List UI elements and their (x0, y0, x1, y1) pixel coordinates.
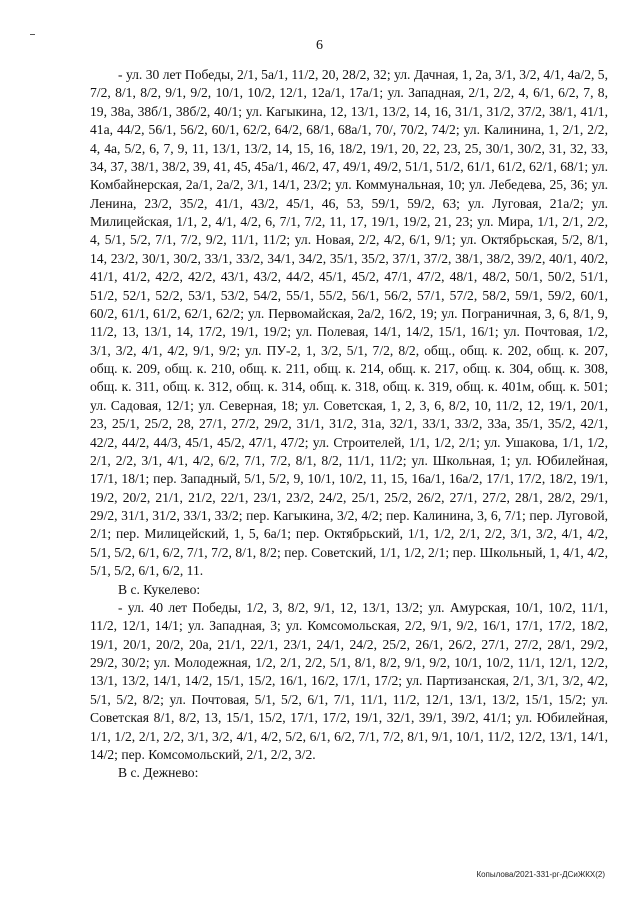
paragraph-address-list-kukelevo: - ул. 40 лет Победы, 1/2, 3, 8/2, 9/1, 12, 13/1, 13/2; ул. Амурская, 10/1, 10/2, 11/1, 11/2, 12/1, 14/1; ул. Западная, 3; ул. Комсомольская, 2/2, 9/1, 9/2, 16/1, 17/1, 17/2, 18/2, 19/1, 20/1, 20/2, 20а, 21/1, 22/1, 23/1, 24/1, 24/2, 25/2, 26/1, 26/2, 27/1, 27/2, 28/1, 29/2, 29/2, 30/2; ул. Молодежная, 1/2, 2/1, 2/2, 5/1, 8/1, 8/2, 9/1, 9/2, 10/1, 10/2, 11/1, 12/1, 12/2, 13/1, 13/2, 14/1, 14/2, 15/1, 15/2, 16/1, 16/2, 17/1, 17/2; ул. Партизанская, 2/1, 3/1, 3/2, 4/2, 5/1, 5/2, 8/2; ул. Почтовая, 5/1, 5/2, 6/1, 7/1, 11/1, 11/2, 12/1, 13/1, 13/2, 15/1, 15/2; ул. Советская 8/1, 8/2, 13, 15/1, 15/2, 17/1, 17/2, 19/1, 32/1, 39/1, 39/2, 41/1; ул. Юбилейная, 1/1, 1/2, 2/1, 2/2, 3/1, 3/2, 4/1, 4/2, 5/2, 6/1, 6/2, 7/1, 7/2, 8/1, 9/1, 10/1, 11/2, 12/2, 13/1, 14/1, 14/2; пер. Комсомольский, 2/1, 2/2, 3/2. (90, 599, 608, 762)
document-body (90, 66, 608, 783)
paragraph-village-heading-dezhnevo: В с. Дежнево: (118, 765, 199, 781)
paragraph-village-heading-kukelevo: В с. Кукелево: (118, 581, 201, 597)
page-number: 6 (316, 38, 323, 53)
paragraph-address-list-main: - ул. 30 лет Победы, 2/1, 5а/1, 11/2, 20, 28/2, 32; ул. Дачная, 1, 2а, 3/1, 3/2, 4/1, 4а/2, 5, 7/2, 8/1, 8/2, 9/1, 9/2, 10/1, 10/2, 12/1, 12а/1, 17а/1; ул. Западная, 2/1, 2/2, 4, 6/1, 6/2, 7, 8, 19, 38а, 38б/1, 38б/2, 40/1; ул. Кагыкина, 12, 13/1, 13/2, 14, 16, 31/1, 31/2, 37/2, 38/1, 41/1, 41а, 44/2, 56/1, 56/2, 60/1, 62/2, 64/2, 68/1, 68а/1, 70/, 70/2, 74/2; ул. Калинина, 1, 2/1, 2/2, 4, 4а, 5/2, 6, 7, 9, 11, 13/1, 13/2, 14, 15, 16, 18/2, 19/1, 20, 22, 23, 25, 30/1, 30/2, 31, 32, 33, 34, 37, 38/1, 38/2, 39, 41, 45, 45а/1, 46/2, 47, 49/1, 49/2, 51/1, 51/2, 61/1, 61/2, 62/1, 68/1; ул. Комбайнерская, 2а/1, 2а/2, 3/1, 14/1, 23/2; ул. Коммунальная, 10; ул. Лебедева, 25, 36; ул. Ленина, 23/2, 35/2, 41/1, 43/2, 45/1, 46, 53, 59/1, 59/2, 63; ул. Луговая, 21а/2; ул. Милицейская, 1/1, 2, 4/1, 4/2, 6, 7/1, 7/2, 11, 17, 19/1, 19/2, 21, 23; ул. Мира, 1/1, 2/1, 2/2, 4, 5/1, 5/2, 7/1, 7/2, 9/2, 11/1, 11/2; ул. Новая, 2/2, 4/2, 6/1, 9/1; ул. Октябрьская, 5/2, 8/1, 14, 23/2, 30/1, 30/2, 33/1, 33/2, 34/1, 34/2, 35/1, 35/2, 37/1, 37/2, 38/1, 38/2, 39/2, 40/1, 40/2, 41/1, 41/2, 42/2, 42/2, 43/1, 43/2, 44/2, 45/1, 45/2, 47/1, 47/2, 48/1, 48/2, 50/1, 50/2, 51/1, 51/2, 52/1, 52/2, 53/1, 53/2, 54/2, 55/1, 55/2, 56/1, 56/2, 57/1, 57/2, 58/2, 59/1, 59/2, 60/1, 60/2, 61/1, 61/2, 62/1, 62/2; ул. Первомайская, 2а/2, 16/2, 19; ул. Пограничная, 3, 6, 8/1, 9, 11/2, 13, 13/1, 14, 17/2, 19/1, 19/2; ул. Полевая, 14/1, 14/2, 15/1, 16/1; ул. Почтовая, 1/2, 3/1, 3/2, 4/1, 4/2, 9/1, 9/2; ул. ПУ-2, 1, 3/2, 5/1, 7/2, 8/2, общ., общ. к. 202, общ. к. 207, общ. к. 209, общ. к. 210, общ. к. 211, общ. к. 214, общ. к. 217, общ. к. 304, общ. к. 308, общ. к. 311, общ. к. 312, общ. к. 314, общ. к. 318, общ. к. 319, общ. к. 401м, общ. к. 501; ул. Садовая, 12/1; ул. Северная, 18; ул. Советская, 1, 2, 3, 6, 8/2, 10, 11/2, 12, 19/1, 20/1, 23, 25/1, 25/2, 28, 27/1, 27/2, 29/2, 31/1, 31/2, 31а, 32/1, 33/1, 33/2, 33а, 35/1, 35/2, 42/1, 42/2, 44/2, 44/3, 45/1, 45/2, 47/1, 47/2; ул. Строителей, 1/1, 1/2, 2/1; ул. Ушакова, 1/1, 1/2, 2/1, 2/2, 3/1, 4/1, 4/2, 6/2, 7/1, 7/2, 8/1, 8/2, 11/1, 11/2; ул. Школьная, 1; ул. Юбилейная, 17/1, 18/1; пер. Западный, 5/1, 5/2, 9, 10/1, 10/2, 11, 15, 16а/1, 16а/2, 17/1, 17/2, 18/2, 19/1, 19/2, 20/2, 21/1, 21/2, 22/1, 23/1, 23/2, 24/2, 25/1, 25/2, 26/2, 27/1, 27/2, 28/1, 28/2, 29/1, 29/2, 31/1, 31/2, 33/1, 33/2; пер. Кагыкина, 3/2, 4/2; пер. Калинина, 3, 6, 7/1; пер. Луговой, 2/1; пер. Милицейский, 1, 5, 6а/1; пер. Октябрьский, 1/1, 1/2, 2/1, 2/2, 3/1, 3/2, 4/1, 4/2, 5/1, 5/2, 6/1, 6/2, 7/1, 7/2, 8/1, 8/2; пер. Советский, 1/1, 1/2, 2/1; пер. Школьный, 1, 4/1, 4/2, 5/1, 5/2, 6/1, 6/2, 11. (90, 67, 608, 579)
scan-mark (30, 34, 35, 35)
document-footer-code: Копылова/2021-331-рг-ДСиЖКХ(2) (476, 870, 605, 879)
